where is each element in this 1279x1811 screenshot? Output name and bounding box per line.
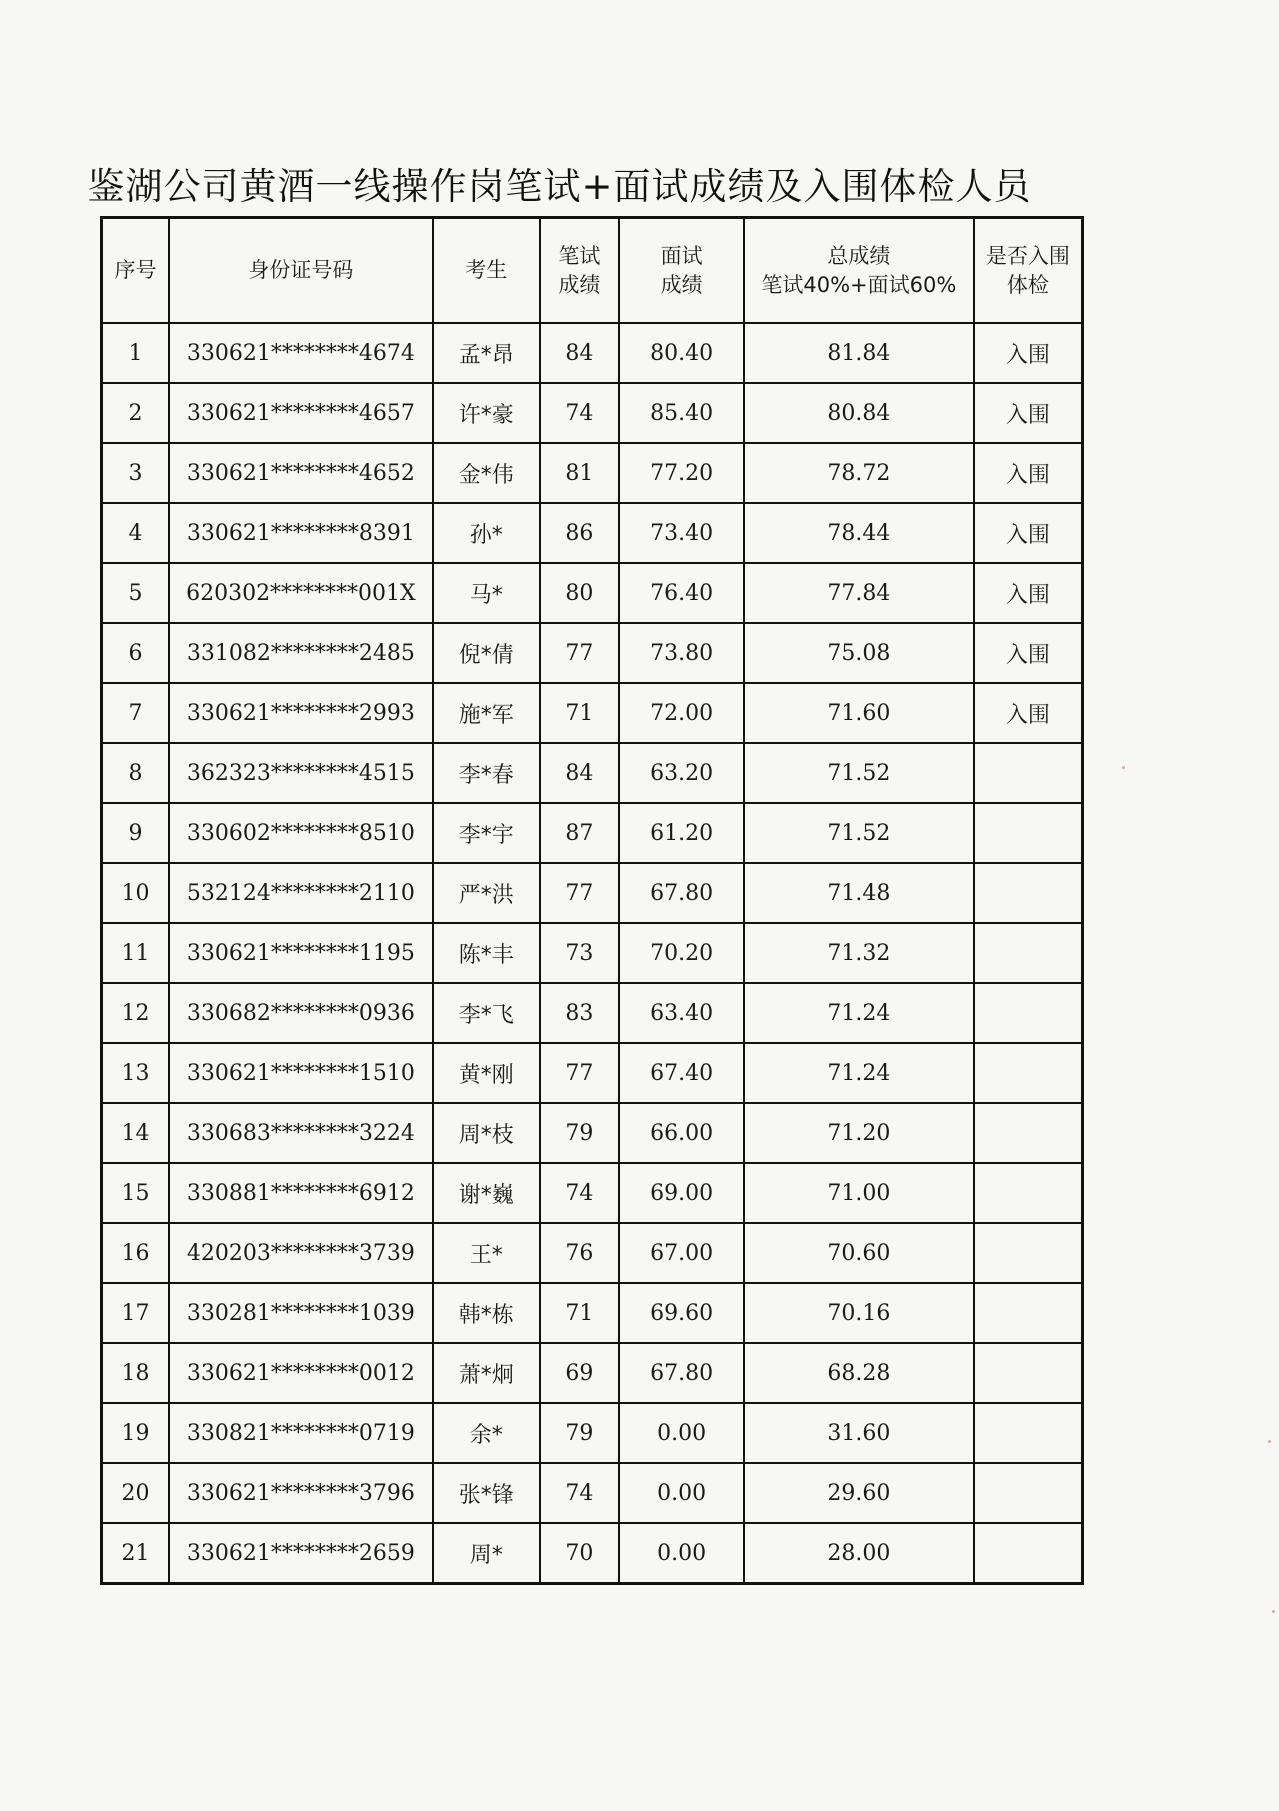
cell-written-score: 81 [540,443,620,503]
cell-id-number: 330821********0719 [169,1403,433,1463]
header-total-line-1: 总成绩 [827,243,891,268]
cell-interview-score: 0.00 [619,1403,744,1463]
cell-written-score: 69 [540,1343,620,1403]
cell-seq: 21 [102,1523,169,1584]
cell-written-score: 74 [540,1163,620,1223]
cell-interview-score: 67.40 [619,1043,744,1103]
cell-written-score: 84 [540,743,620,803]
cell-id-number: 362323********4515 [169,743,433,803]
table-row [102,1043,1083,1103]
cell-interview-score: 76.40 [619,563,744,623]
cell-total-score: 71.60 [744,683,974,743]
header-interview-line-2: 成绩 [660,272,703,297]
header-candidate: 考生 [433,218,540,324]
header-total-line-2: 笔试40%+面试60% [761,272,957,297]
cell-shortlist: 入围 [974,683,1083,743]
cell-candidate: 余* [433,1403,540,1463]
cell-total-score: 78.72 [744,443,974,503]
table-row [102,1403,1083,1463]
cell-shortlist [974,743,1083,803]
cell-total-score: 71.32 [744,923,974,983]
cell-shortlist: 入围 [974,383,1083,443]
cell-interview-score: 70.20 [619,923,744,983]
cell-total-score: 71.52 [744,743,974,803]
cell-interview-score: 63.40 [619,983,744,1043]
cell-shortlist [974,983,1083,1043]
cell-shortlist [974,1103,1083,1163]
cell-shortlist [974,1043,1083,1103]
cell-interview-score: 67.80 [619,863,744,923]
cell-written-score: 84 [540,323,620,383]
table-row [102,443,1083,503]
cell-total-score: 31.60 [744,1403,974,1463]
header-written-line-1: 笔试 [558,243,601,268]
cell-written-score: 71 [540,683,620,743]
cell-id-number: 532124********2110 [169,863,433,923]
cell-total-score: 28.00 [744,1523,974,1584]
scan-speck [1268,1440,1271,1443]
cell-interview-score: 63.20 [619,743,744,803]
cell-candidate: 张*锋 [433,1463,540,1523]
cell-id-number: 330621********4657 [169,383,433,443]
header-seq: 序号 [102,218,169,324]
cell-total-score: 78.44 [744,503,974,563]
cell-total-score: 77.84 [744,563,974,623]
cell-seq: 20 [102,1463,169,1523]
cell-id-number: 330621********4652 [169,443,433,503]
cell-id-number: 330683********3224 [169,1103,433,1163]
header-interview-line-1: 面试 [660,243,703,268]
table-row [102,563,1083,623]
cell-candidate: 严*洪 [433,863,540,923]
cell-written-score: 87 [540,803,620,863]
cell-written-score: 74 [540,1463,620,1523]
cell-candidate: 萧*炯 [433,1343,540,1403]
cell-id-number: 330621********0012 [169,1343,433,1403]
table-row [102,503,1083,563]
cell-candidate: 李*飞 [433,983,540,1043]
table-row [102,1283,1083,1343]
table-row [102,1523,1083,1584]
cell-interview-score: 61.20 [619,803,744,863]
table-row [102,1163,1083,1223]
cell-seq: 10 [102,863,169,923]
cell-shortlist [974,1223,1083,1283]
table-row [102,1103,1083,1163]
cell-candidate: 王* [433,1223,540,1283]
cell-interview-score: 77.20 [619,443,744,503]
cell-total-score: 70.60 [744,1223,974,1283]
cell-shortlist [974,1163,1083,1223]
cell-seq: 7 [102,683,169,743]
cell-candidate: 陈*丰 [433,923,540,983]
cell-id-number: 330621********1510 [169,1043,433,1103]
header-shortlist-line-1: 是否入围 [985,243,1070,268]
cell-shortlist: 入围 [974,563,1083,623]
cell-id-number: 330621********1195 [169,923,433,983]
table-row [102,983,1083,1043]
cell-id-number: 330621********2659 [169,1523,433,1584]
cell-written-score: 79 [540,1103,620,1163]
table-row [102,803,1083,863]
cell-id-number: 330682********0936 [169,983,433,1043]
cell-seq: 16 [102,1223,169,1283]
cell-id-number: 330621********8391 [169,503,433,563]
cell-total-score: 71.00 [744,1163,974,1223]
cell-id-number: 620302********001X [169,563,433,623]
cell-candidate: 韩*栋 [433,1283,540,1343]
cell-seq: 11 [102,923,169,983]
cell-candidate: 孟*昂 [433,323,540,383]
cell-shortlist [974,1283,1083,1343]
table-row [102,923,1083,983]
cell-total-score: 70.16 [744,1283,974,1343]
cell-candidate: 周* [433,1523,540,1584]
cell-candidate: 黄*刚 [433,1043,540,1103]
cell-written-score: 76 [540,1223,620,1283]
cell-written-score: 86 [540,503,620,563]
cell-shortlist: 入围 [974,443,1083,503]
cell-seq: 3 [102,443,169,503]
cell-total-score: 29.60 [744,1463,974,1523]
cell-total-score: 71.52 [744,803,974,863]
cell-id-number: 330621********2993 [169,683,433,743]
cell-interview-score: 85.40 [619,383,744,443]
cell-total-score: 68.28 [744,1343,974,1403]
cell-id-number: 330602********8510 [169,803,433,863]
table-row [102,1223,1083,1283]
cell-total-score: 80.84 [744,383,974,443]
table-row [102,383,1083,443]
header-written-score [540,218,620,324]
table-row [102,623,1083,683]
cell-candidate: 许*豪 [433,383,540,443]
cell-total-score: 81.84 [744,323,974,383]
header-shortlist-line-2: 体检 [1006,272,1049,297]
cell-shortlist [974,1343,1083,1403]
table-row [102,683,1083,743]
cell-seq: 15 [102,1163,169,1223]
table-row [102,743,1083,803]
cell-id-number: 330881********6912 [169,1163,433,1223]
cell-candidate: 孙* [433,503,540,563]
cell-total-score: 75.08 [744,623,974,683]
scan-speck [1272,1610,1275,1613]
cell-seq: 4 [102,503,169,563]
cell-seq: 8 [102,743,169,803]
cell-shortlist [974,1523,1083,1584]
score-table [100,216,1084,1585]
table-row [102,1463,1083,1523]
cell-shortlist [974,803,1083,863]
cell-candidate: 李*春 [433,743,540,803]
cell-written-score: 79 [540,1403,620,1463]
cell-written-score: 80 [540,563,620,623]
cell-written-score: 70 [540,1523,620,1584]
cell-id-number: 330281********1039 [169,1283,433,1343]
cell-written-score: 77 [540,1043,620,1103]
cell-written-score: 74 [540,383,620,443]
cell-seq: 2 [102,383,169,443]
cell-shortlist: 入围 [974,503,1083,563]
cell-total-score: 71.20 [744,1103,974,1163]
cell-shortlist [974,863,1083,923]
cell-written-score: 73 [540,923,620,983]
cell-shortlist [974,1403,1083,1463]
cell-seq: 18 [102,1343,169,1403]
cell-candidate: 马* [433,563,540,623]
cell-interview-score: 72.00 [619,683,744,743]
cell-interview-score: 67.00 [619,1223,744,1283]
cell-written-score: 83 [540,983,620,1043]
header-shortlist [974,218,1083,324]
cell-interview-score: 69.60 [619,1283,744,1343]
cell-interview-score: 66.00 [619,1103,744,1163]
header-written-line-2: 成绩 [558,272,601,297]
cell-total-score: 71.24 [744,983,974,1043]
cell-candidate: 倪*倩 [433,623,540,683]
cell-interview-score: 69.00 [619,1163,744,1223]
cell-shortlist: 入围 [974,623,1083,683]
cell-seq: 17 [102,1283,169,1343]
cell-written-score: 77 [540,623,620,683]
cell-shortlist: 入围 [974,323,1083,383]
cell-interview-score: 0.00 [619,1523,744,1584]
cell-id-number: 330621********3796 [169,1463,433,1523]
cell-id-number: 330621********4674 [169,323,433,383]
cell-written-score: 71 [540,1283,620,1343]
header-interview-score [619,218,744,324]
cell-candidate: 谢*巍 [433,1163,540,1223]
cell-written-score: 77 [540,863,620,923]
cell-interview-score: 73.40 [619,503,744,563]
cell-seq: 12 [102,983,169,1043]
cell-id-number: 420203********3739 [169,1223,433,1283]
scan-speck [1122,766,1125,769]
cell-shortlist [974,923,1083,983]
cell-seq: 14 [102,1103,169,1163]
cell-seq: 19 [102,1403,169,1463]
table-row [102,863,1083,923]
cell-candidate: 金*伟 [433,443,540,503]
table-row [102,1343,1083,1403]
cell-seq: 6 [102,623,169,683]
cell-seq: 5 [102,563,169,623]
header-id-number: 身份证号码 [169,218,433,324]
cell-seq: 1 [102,323,169,383]
cell-interview-score: 73.80 [619,623,744,683]
cell-shortlist [974,1463,1083,1523]
header-total-score [744,218,974,324]
cell-candidate: 周*枝 [433,1103,540,1163]
cell-seq: 13 [102,1043,169,1103]
cell-total-score: 71.24 [744,1043,974,1103]
page-title: 鉴湖公司黄酒一线操作岗笔试+面试成绩及入围体检人员 [87,165,1032,208]
cell-candidate: 施*军 [433,683,540,743]
cell-total-score: 71.48 [744,863,974,923]
header-row [102,218,1083,324]
cell-interview-score: 0.00 [619,1463,744,1523]
cell-interview-score: 67.80 [619,1343,744,1403]
cell-candidate: 李*宇 [433,803,540,863]
cell-id-number: 331082********2485 [169,623,433,683]
table-row [102,323,1083,383]
cell-interview-score: 80.40 [619,323,744,383]
cell-seq: 9 [102,803,169,863]
